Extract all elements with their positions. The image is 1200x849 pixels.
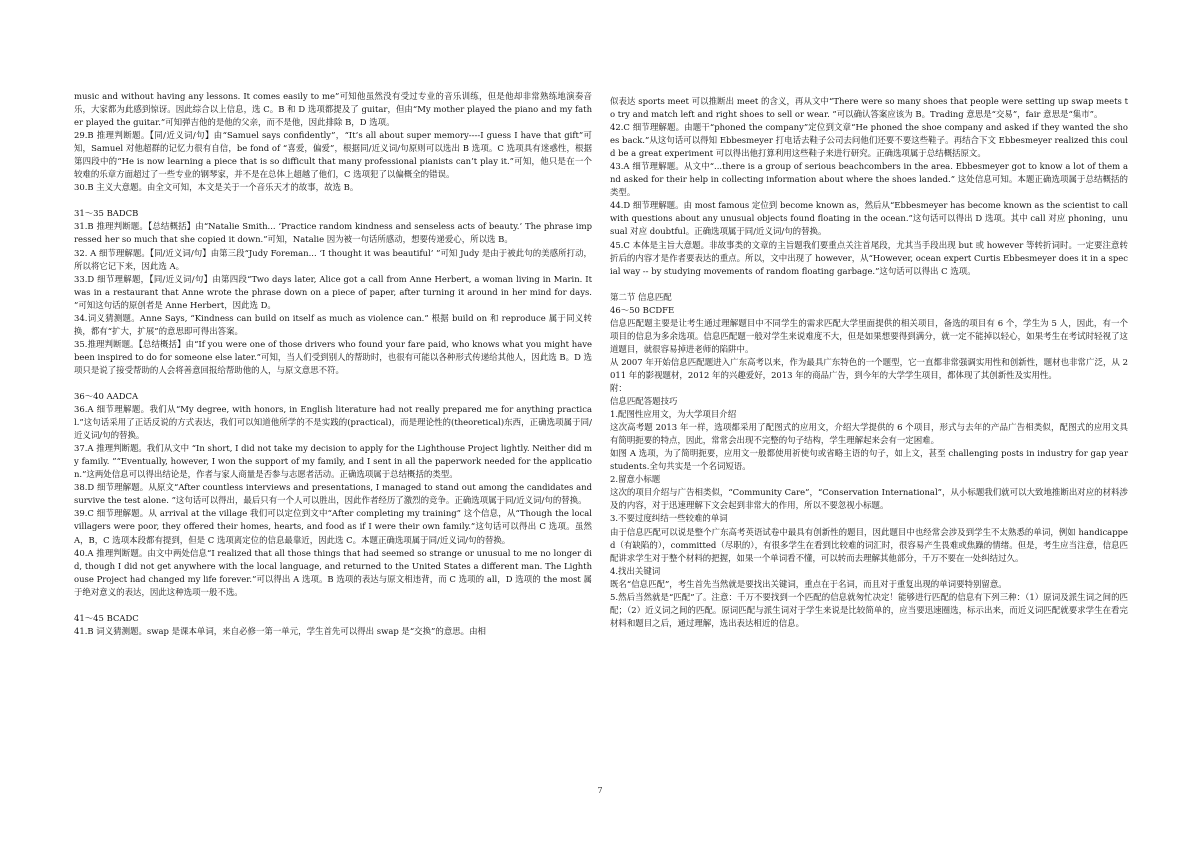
paragraph: 由于信息匹配可以说是整个广东高考英语试卷中最具有创新性的题目，因此题目中也经常会涉及到学生不太熟悉的单词，例如 handicapped（有缺陷的），committed（尽职的），有很多学生在看到比较难的词汇时，很容易产生畏难或焦躁的情绪。但是，考生应当注意，信息匹配讲求学生对于整个材料的把握，如果一个单词看不懂，可以转而去理解其他部分，千万不要在一处纠结过久。 (610, 526, 1128, 563)
tip-heading: 4.找出关键词 (610, 565, 661, 576)
answer-key-heading: 36～40 AADCA (74, 390, 139, 401)
paragraph: 33.D 细节理解题，【同/近义词/句】由第四段“Two days later, Alice got a call from Anne Herbert, a woman living in Marin. It was in a restaurant that Anne wrote the phrase down on a piece of paper, after turning it around in her mind for days. ”可知这句话的原创者是 Anne Herbert，因此选 D。 (74, 273, 592, 310)
paragraph: 30.B 主义大意题。由全文可知，本文是关于一个音乐天才的故事，故选 B。 (74, 182, 359, 193)
paragraph: 如图 A 选项，为了简明扼要，应用文一般都使用祈使句或省略主语的句子，如上文，甚至 challenging posts in industry for gap year students.全句共实是一个名词短语。 (610, 448, 1128, 472)
paragraph: 38.D 细节理解题。从原文“After countless interviews and presentations, I managed to stand out among the candidates and survive the test alone. ”这句话可以得出，最后只有一个人可以胜出，因此作者经历了激烈的竞争。正确选项属于同/近义词/句的替换。 (74, 482, 592, 506)
blank-line (610, 278, 1128, 291)
appendix-label: 附： (610, 382, 627, 393)
paragraph: 从 2007 年开始信息匹配题进入广东高考以来，作为最具广东特色的一个题型，它一直都非常强调实用性和创新性，题材也非常广泛，从 2011 年的影视题材，2012 年的兴趣爱好，2013 年的商品广告，到今年的大学学生项目，都体现了其创新性及实用性。 (610, 356, 1128, 380)
answer-key-heading: 41～45 BCADC (74, 612, 139, 623)
paragraph: 37.A 推理判断题。我们从文中 “In short, I did not take my decision to apply for the Lighthouse Project lightly. Neither did my family. ”“Eventually, however, I won the support of my family, and I sent in all the paperwork needed for the application.”这两处信息可以得出结论是，作者与家人商量是否参与志愿者活动。正确选项属于总结概括的类型。 (74, 443, 592, 480)
tips-heading: 信息匹配答题技巧 (610, 396, 678, 407)
blank-line (74, 377, 592, 390)
right-column (610, 95, 1128, 630)
paragraph: 42.C 细节理解题。由题干“phoned the company”定位到文章“He phoned the shoe company and asked if they wanted the shoes back.”从这句话可以得知 Ebbesmeyer 打电话去鞋子公司去问他们还要不要这些鞋子。再结合下文 Ebbesmeyer realized this could be a great experiment 可以得出他打算利用这些鞋子来进行研究。正确选项属于总结概括原文。 (610, 122, 1128, 159)
answer-key-heading: 46～50 BCDFE (610, 304, 675, 315)
blank-line (74, 599, 592, 612)
paragraph: 41.B 词义猜测题。swap 是课本单词，来自必修一第一单元，学生首先可以得出 swap 是“交换”的意思。由相 (74, 625, 486, 636)
paragraph: 32. A 细节理解题。【同/近义词/句】由第三段“Judy Foreman... ‘I thought it was beautiful’ ”可知 Judy 是由于被此句的美感所打动，所以将它记下来，因此选 A。 (74, 247, 592, 271)
answer-key-heading: 31～35 BADCB (74, 208, 139, 219)
paragraph: 44.D 细节理解题。由 most famous 定位到 become known as，然后从“Ebbesmeyer has become known as the scientist to call with questions about any unusual objects found floating in the ocean.”这句话可以得出 D 选项。其中 call 对应 phoning，unusual 对应 doubtful。正确选项属于同/近义词/句的替换。 (610, 200, 1128, 237)
paragraph: 这次高考题 2013 年一样，选项都采用了配图式的应用文，介绍大学提供的 6 个项目，形式与去年的产品广告相类似，配图式的应用文具有简明扼要的特点，因此，常常会出现不完整的句子结构，学生理解起来会有一定困难。 (610, 422, 1128, 446)
paragraph: 39.C 细节理解题。从 arrival at the village 我们可以定位到文中“After completing my training” 这个信息，从“Though the local villagers were poor, they offered their homes, hearts, and food as if I were their own family.”这句话可以得出 C 选项。虽然 A，B，C 选项本段都有提到，但是 C 选项离定位的信息最靠近，因此选 C。本题正确选项属于同/近义词/句的替换。 (74, 508, 592, 545)
section-heading: 第二节 信息匹配 (610, 291, 672, 302)
paragraph: 40.A 推理判断题。由文中两处信息“I realized that all those things that had seemed so strange or unusual to me no longer did, though I did not get anywhere with the local language, and returned to the United States a different man. The Lighthouse Project had changed my life forever.”可以得出 A 选项。B 选项的表达与原文相违背，而 C 选项的 all，D 选项的 the most 属于绝对意义的表达，因此这种选项一般不选。 (74, 547, 592, 597)
blank-line (74, 194, 592, 207)
paragraph: 36.A 细节理解题。我们从“My degree, with honors, in English literature had not really prepared me for anything practical.”这句话采用了正话反说的方式表达，我们可以知道他所学的不是实践的(practical)，而是理论性的(theoretical)东西，正确选项属于同/近义词/句的替换。 (74, 404, 592, 441)
left-column (74, 90, 592, 638)
paragraph: music and without having any lessons. It comes easily to me”可知他虽然没有受过专业的音乐训练，但是他却非常熟练地演奏音乐，大家都为此感到惊讶。因此综合以上信息，选 C。B 和 D 选项都提及了 guitar，但由“My mother played the piano and my father played the guitar.”可知弹吉他的是他的父亲，而不是他，因此排除 B，D 选项。 (74, 91, 592, 128)
paragraph: 34.词义猜测题。Anne Says, “Kindness can build on itself as much as violence can.” 根据 build on 和 reproduce 属于同义转换，都有“扩大，扩展”的意思即可得出答案。 (74, 312, 592, 336)
paragraph: 似表达 sports meet 可以推断出 meet 的含义，再从文中“There were so many shoes that people were setting up swap meets to try and match left and right shoes to sell or wear. ”可以确认答案应该为 B。Trading 意思是“交易”，fair 意思是“集市”。 (610, 96, 1128, 120)
paragraph: 43.A 细节理解题。从文中“...there is a group of serious beachcombers in the area. Ebbesmeyer got to know a lot of them and asked for their help in collecting information about where the shoes landed.” 这处信息可知。本题正确选项属于总结概括的类型。 (610, 161, 1128, 198)
tip-heading: 2.留意小标题 (610, 474, 661, 485)
paragraph: 这次的项目介绍与广告相类似，“Community Care”，“Conservation International”，从小标题我们就可以大致地推断出对应的材料涉及的内容，对于迅速理解下文会起到非常大的作用，所以不要忽视小标题。 (610, 487, 1128, 511)
paragraph: 31.B 推理判断题。【总结概括】由“Natalie Smith... ‘Practice random kindness and senseless acts of beauty.’ The phrase impressed her so much that she copied it down.”可知，Natalie 因为被一句话所感动，想要传递爱心，所以选 B。 (74, 221, 592, 245)
paragraph: 29.B 推理判断题。【同/近义词/句】由“Samuel says confidently”，“It’s all about super memory----I guess I have that gift”可知，Samuel 对他超群的记忆力很有自信，be fond of “喜爱，偏爱”，根据同/近义词/句原则可以选出 B 选项。C 选项具有迷惑性，根据第四段中的“He is now learning a piece that is so difficult that many professional pianists can’t play it.”可知，他只是在一个较难的乐章方面超过了一些专业的钢琴家，并不是在总体上超越了他们，C 选项犯了以偏概全的错误。 (74, 130, 592, 180)
paragraph: 既名“信息匹配”，考生首先当然就是要找出关键词，重点在于名词，而且对于重复出现的单词要特别留意。 (610, 578, 1007, 589)
page-number: 7 (597, 786, 603, 795)
tip-heading: 1.配图性应用文，为大学项目介绍 (610, 409, 737, 420)
paragraph: 5.然后当然就是“匹配”了。注意：千万不要找到一个匹配的信息就匆忙决定！能够进行匹配的信息有下列三种：（1）原词及派生词之间的匹配；（2）近义词之间的匹配。原词匹配与派生词对于学生来说是比较简单的，应当要迅速圈选，标示出来，而近义词匹配就要求学生在看完材料和题目之后，通过理解，选出表达相近的信息。 (610, 591, 1128, 628)
paragraph: 35.推理判断题。【总结概括】由“If you were one of those drivers who found your fare paid, who knows what you might have been inspired to do for someone else later.”可知，当人们受到别人的帮助时，也很有可能以各种形式传递给其他人，因此选 B。D 选项只是说了接受帮助的人会将善意回报给帮助他的人，与原文意思不符。 (74, 338, 592, 375)
paragraph: 信息匹配题主要是让考生通过理解题目中不同学生的需求匹配大学里面提供的相关项目，备选的项目有 6 个，学生为 5 人，因此，有一个项目的信息为多余选项。信息匹配题一般对学生来说难度不大，但是如果想要得到满分，就一定不能掉以轻心，如果考生在考试时轻视了这道题目，就很容易掉进老师的陷阱中。 (610, 317, 1128, 354)
tip-heading: 3.不要过度纠结一些较难的单词 (610, 513, 728, 524)
paragraph: 45.C 本体是主旨大意题。非故事类的文章的主旨题我们要重点关注首尾段，尤其当手段出现 but 或 however 等转折词时。一定要注意转折后的内容才是作者要表达的重点。所以，文中出现了 however，从“However, ocean expert Curtis Ebbesmeyer does it in a special way -- by studying movements of random floating garbage.”这句话可以得出 C 选项。 (610, 239, 1128, 276)
